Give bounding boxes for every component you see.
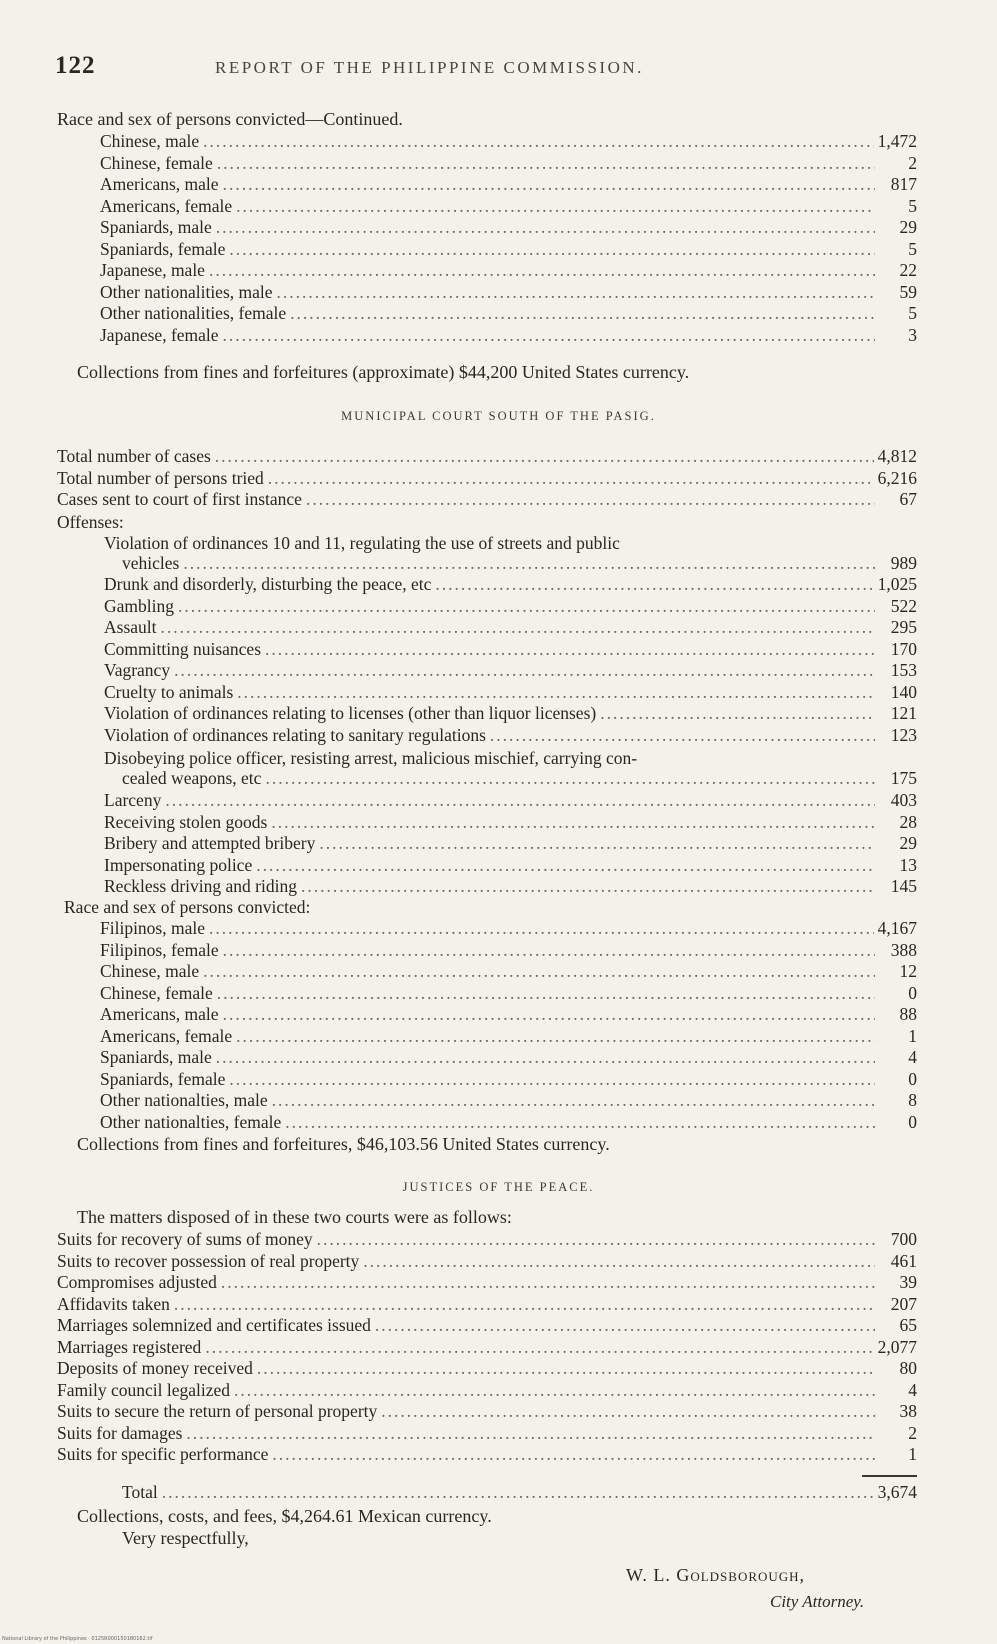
offense-row-value: 140 bbox=[890, 681, 917, 702]
race-row-label: Japanese, female bbox=[100, 324, 219, 345]
justice-row bbox=[57, 1401, 917, 1423]
offense-row-value: 145 bbox=[890, 876, 917, 896]
total-rule bbox=[862, 1475, 917, 1477]
race-list bbox=[100, 918, 917, 1133]
justice-row bbox=[57, 1444, 917, 1466]
offenses-list bbox=[104, 574, 917, 746]
offense-row bbox=[104, 790, 917, 812]
justice-row-value: 2 bbox=[908, 1422, 917, 1443]
justice-row-value: 700 bbox=[890, 1229, 917, 1249]
total-row bbox=[57, 468, 917, 490]
race-row bbox=[100, 239, 917, 261]
race-row-label: Spaniards, male bbox=[100, 217, 212, 237]
race-row bbox=[100, 1026, 917, 1048]
offense-row-value: 29 bbox=[899, 833, 917, 853]
section-title-justices: JUSTICES OF THE PEACE. bbox=[402, 1180, 595, 1194]
offense-row-label: Receiving stolen goods bbox=[104, 811, 268, 832]
offense-value: 175 bbox=[890, 768, 917, 788]
justice-row-value: 2,077 bbox=[877, 1336, 917, 1357]
justice-row-label: Affidavits taken bbox=[57, 1293, 170, 1314]
justice-row-label: Suits to recover possession of real property bbox=[57, 1250, 360, 1271]
offense-row-label: Vagrancy bbox=[104, 660, 171, 680]
offenses-list-more bbox=[104, 790, 917, 898]
offense-row-value: 403 bbox=[890, 790, 917, 810]
race-row-value: 0 bbox=[908, 1068, 917, 1089]
justice-row-label: Suits for damages bbox=[57, 1422, 183, 1443]
race-row bbox=[100, 1047, 917, 1069]
justice-row bbox=[57, 1380, 917, 1402]
justice-row bbox=[57, 1315, 917, 1337]
total-row-label: Total number of cases bbox=[57, 446, 211, 466]
offense-first-line: Violation of ordinances 10 and 11, regulating the use of streets and public bbox=[104, 533, 620, 553]
race-row-label: Other nationalities, male bbox=[100, 281, 273, 302]
race-row bbox=[100, 131, 917, 153]
race-row-value: 4,167 bbox=[877, 918, 917, 938]
offense-row-value: 153 bbox=[890, 660, 917, 680]
race-row-label: Filipinos, female bbox=[100, 939, 219, 960]
race-row-value: 5 bbox=[908, 238, 917, 259]
section-title-south-court: MUNICIPAL COURT SOUTH OF THE PASIG. bbox=[341, 409, 656, 423]
race-row-label: Japanese, male bbox=[100, 260, 205, 280]
offense-label: cealed weapons, etc bbox=[122, 768, 262, 788]
offense-row bbox=[104, 574, 917, 596]
race-row-label: Americans, male bbox=[100, 1004, 219, 1024]
race-row-label: Chinese, male bbox=[100, 961, 200, 981]
offense-row bbox=[104, 596, 917, 618]
race-row-value: 22 bbox=[899, 260, 917, 280]
justice-row bbox=[57, 1272, 917, 1294]
race-row bbox=[100, 153, 917, 175]
race-row-label: Americans, male bbox=[100, 174, 219, 194]
total-row-label: Cases sent to court of first instance bbox=[57, 489, 302, 509]
race-row-value: 8 bbox=[908, 1090, 917, 1110]
offense-row bbox=[104, 812, 917, 834]
race-row-label: Chinese, male bbox=[100, 131, 200, 151]
offense-row bbox=[104, 703, 917, 725]
justice-row bbox=[57, 1251, 917, 1273]
justice-row bbox=[57, 1423, 917, 1445]
race-row-label: Chinese, female bbox=[100, 982, 213, 1003]
race-row bbox=[100, 217, 917, 239]
justice-row-value: 1 bbox=[908, 1444, 917, 1464]
justice-row-label: Suits for recovery of sums of money bbox=[57, 1229, 313, 1249]
justice-row-label: Suits for specific performance bbox=[57, 1444, 269, 1464]
total-label: Total bbox=[122, 1482, 158, 1502]
offense-row-label: Violation of ordinances relating to licenses (other than liquor licenses) bbox=[104, 703, 597, 723]
offense-row bbox=[104, 617, 917, 639]
south-court-totals bbox=[57, 446, 917, 511]
race-row bbox=[100, 918, 917, 940]
race-row-value: 5 bbox=[908, 195, 917, 216]
justice-row-value: 65 bbox=[899, 1315, 917, 1335]
offense-row-label: Bribery and attempted bribery bbox=[104, 833, 316, 853]
race-row-value: 1,472 bbox=[877, 131, 917, 151]
offense-row-label: Cruelty to animals bbox=[104, 681, 234, 702]
offense-row bbox=[104, 855, 917, 877]
justice-row-value: 80 bbox=[899, 1358, 917, 1378]
race-row-value: 88 bbox=[899, 1004, 917, 1024]
race-row-value: 1 bbox=[908, 1025, 917, 1046]
total-row bbox=[57, 446, 917, 468]
race-row-value: 3 bbox=[908, 324, 917, 345]
race-row-label: Chinese, female bbox=[100, 152, 213, 173]
justice-row-value: 39 bbox=[899, 1272, 917, 1292]
scan-footer-note: National Library of the Philippines · 0125R000150180162.tif bbox=[2, 1636, 153, 1642]
race-label: Race and sex of persons convicted: bbox=[64, 897, 311, 917]
race-continued-list bbox=[100, 131, 917, 346]
offense-row bbox=[104, 876, 917, 898]
page-header bbox=[55, 52, 935, 82]
race-row-label: Other nationalties, male bbox=[100, 1090, 268, 1110]
race-row-label: Other nationalties, female bbox=[100, 1111, 282, 1132]
offenses-label: Offenses: bbox=[57, 512, 124, 532]
race-row-label: Filipinos, male bbox=[100, 918, 205, 938]
justice-row-label: Deposits of money received bbox=[57, 1358, 253, 1378]
justice-row-value: 207 bbox=[890, 1293, 917, 1314]
justice-row-value: 461 bbox=[890, 1250, 917, 1271]
total-row-label: Total number of persons tried bbox=[57, 467, 264, 488]
race-row-value: 0 bbox=[908, 1111, 917, 1132]
disobeying-line: Disobeying police officer, resisting arrest, malicious mischief, carrying con- bbox=[104, 748, 638, 768]
offense-row-value: 295 bbox=[890, 617, 917, 637]
justice-row-label: Marriages solemnized and certificates issued bbox=[57, 1315, 371, 1335]
race-row bbox=[100, 1069, 917, 1091]
offense-row-label: Assault bbox=[104, 617, 157, 637]
offense-value: 989 bbox=[890, 553, 917, 573]
total-value: 3,674 bbox=[877, 1482, 917, 1502]
race-row bbox=[100, 1004, 917, 1026]
race-row bbox=[100, 325, 917, 347]
race-row-label: Spaniards, male bbox=[100, 1047, 212, 1067]
offense-row-label: Impersonating police bbox=[104, 854, 253, 875]
offense-label: vehicles bbox=[122, 553, 180, 573]
justice-row-label: Suits to secure the return of personal property bbox=[57, 1401, 378, 1421]
justice-row bbox=[57, 1337, 917, 1359]
south-collections: Collections from fines and forfeitures, $46,103.56 United States currency. bbox=[77, 1134, 610, 1154]
offense-row-value: 522 bbox=[890, 595, 917, 616]
total-row bbox=[57, 489, 917, 511]
justice-row-value: 4 bbox=[908, 1379, 917, 1400]
total-row-value: 4,812 bbox=[877, 446, 917, 466]
race-row bbox=[100, 983, 917, 1005]
offense-row-value: 123 bbox=[890, 724, 917, 745]
justices-collections: Collections, costs, and fees, $4,264.61 Mexican currency. bbox=[77, 1506, 492, 1526]
justice-row bbox=[57, 1229, 917, 1251]
justice-row bbox=[57, 1294, 917, 1316]
race-row bbox=[100, 260, 917, 282]
race-row-label: Spaniards, female bbox=[100, 1068, 226, 1089]
offense-row-label: Gambling bbox=[104, 595, 174, 616]
signature-title: City Attorney. bbox=[770, 1592, 865, 1611]
offense-row bbox=[104, 639, 917, 661]
total-row-value: 67 bbox=[899, 489, 917, 509]
offense-row-value: 28 bbox=[899, 811, 917, 832]
justice-row-label: Family council legalized bbox=[57, 1379, 231, 1400]
justice-row-label: Marriages registered bbox=[57, 1336, 202, 1357]
running-head: REPORT OF THE PHILIPPINE COMMISSION. bbox=[215, 58, 644, 77]
race-row-value: 29 bbox=[899, 217, 917, 237]
offense-row-label: Drunk and disorderly, disturbing the peace, etc bbox=[104, 574, 432, 594]
race-row bbox=[100, 1090, 917, 1112]
race-row-label: Spaniards, female bbox=[100, 238, 226, 259]
offense-row-label: Reckless driving and riding bbox=[104, 876, 297, 896]
offense-row-value: 170 bbox=[890, 638, 917, 659]
race-row-label: Americans, female bbox=[100, 1025, 233, 1046]
race-row bbox=[100, 282, 917, 304]
race-row bbox=[100, 303, 917, 325]
race-row-label: Americans, female bbox=[100, 195, 233, 216]
offense-row-label: Violation of ordinances relating to sanitary regulations bbox=[104, 724, 486, 745]
race-row bbox=[100, 961, 917, 983]
race-row-value: 59 bbox=[899, 281, 917, 302]
race-row bbox=[100, 174, 917, 196]
justices-intro: The matters disposed of in these two courts were as follows: bbox=[77, 1207, 512, 1227]
race-row-value: 2 bbox=[908, 152, 917, 173]
signature-name: W. L. Goldsborough, bbox=[626, 1565, 806, 1585]
justice-row bbox=[57, 1358, 917, 1380]
race-row bbox=[100, 196, 917, 218]
race-row bbox=[100, 940, 917, 962]
offense-row bbox=[104, 833, 917, 855]
offense-row-label: Larceny bbox=[104, 790, 162, 810]
total-row-value: 6,216 bbox=[877, 467, 917, 488]
offense-row-value: 121 bbox=[890, 703, 917, 723]
race-row-value: 388 bbox=[890, 939, 917, 960]
justices-list bbox=[57, 1229, 917, 1466]
closing: Very respectfully, bbox=[122, 1528, 249, 1548]
race-row-value: 817 bbox=[890, 174, 917, 194]
race-row-value: 5 bbox=[908, 303, 917, 323]
offense-row-value: 1,025 bbox=[877, 574, 917, 594]
justices-total bbox=[122, 1482, 917, 1504]
offense-row bbox=[104, 725, 917, 747]
offense-first-cont bbox=[122, 553, 917, 575]
offense-row-label: Committing nuisances bbox=[104, 638, 262, 659]
race-continued-collections: Collections from fines and forfeitures (approximate) $44,200 United States currency. bbox=[77, 362, 690, 382]
offense-row bbox=[104, 682, 917, 704]
race-continued-heading: Race and sex of persons convicted—Continued. bbox=[57, 109, 403, 129]
race-row bbox=[100, 1112, 917, 1134]
race-row-value: 0 bbox=[908, 982, 917, 1003]
justice-row-value: 38 bbox=[899, 1401, 917, 1421]
page-number: 122 bbox=[55, 52, 96, 79]
race-row-value: 4 bbox=[908, 1047, 917, 1067]
offense-row bbox=[104, 660, 917, 682]
disobeying-cont bbox=[122, 768, 917, 790]
race-row-value: 12 bbox=[899, 961, 917, 981]
justice-row-label: Compromises adjusted bbox=[57, 1272, 217, 1292]
race-row-label: Other nationalities, female bbox=[100, 303, 287, 323]
offense-row-value: 13 bbox=[899, 854, 917, 875]
